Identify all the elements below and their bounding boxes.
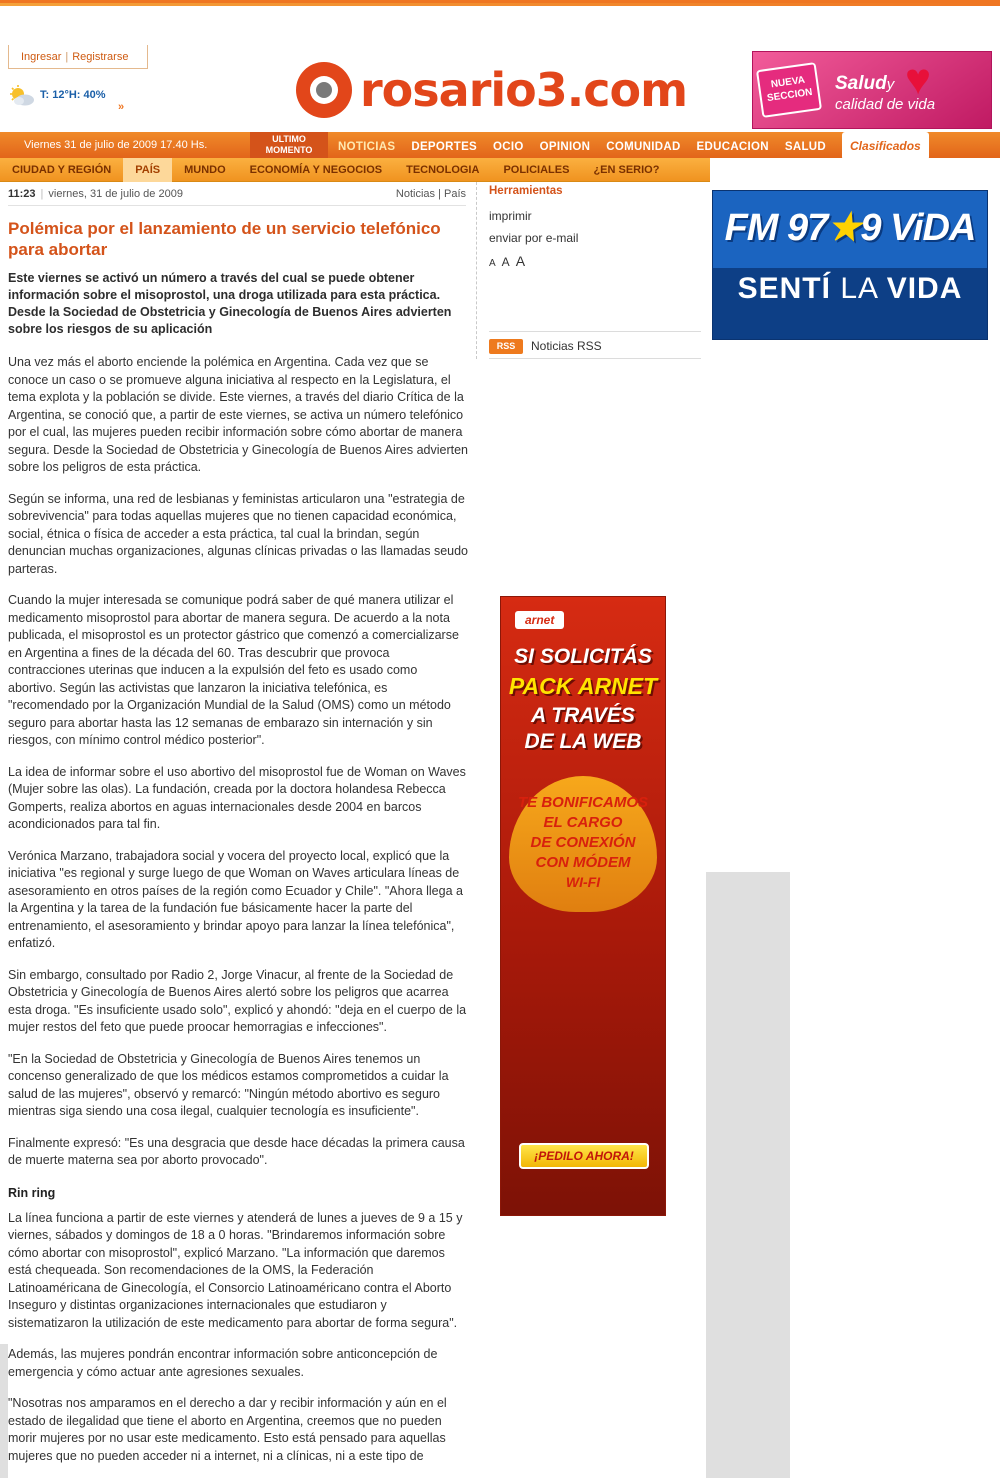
primary-nav-items	[338, 132, 929, 160]
article-paragraph: La línea funciona a partir de este viernes y atenderá de lunes a jueves de 9 a 15 y viernes, sábados y domingos de 18 a 0 horas. "Brindaremos información sobre cómo abortar con misoprostol", explicó Marzano. "La información que daremos está chequeada. Son recomendaciones de la OMS, la Federación Latinoaméricana de Ginecología, el Consorcio Latinoaméricano contra el Aborto Inseguro y distintas organizaciones internacionales que estudiaron y sistematizaron la utilización de este medicamento para abortar de forma segura".	[8, 1210, 463, 1330]
article-paragraph: Verónica Marzano, trabajadora social y vocera del proyecto local, explicó que la iniciativa "es regional y surge luego de que Woman on Waves articulara líneas de asesoramiento en otros países de la región como Ecuador y Chile". "Ahora llega a la Argentina y la tarea de la fundación fue básicamente hacer la parte del entrenamiento, el asesoramiento y brindar apoyo para lanzar la línea telefónica", enfatizó.	[8, 848, 463, 950]
ultimo-line1: ULTIMO	[272, 134, 306, 144]
weather-temperature: T: 12°H: 40%	[40, 89, 106, 101]
tools-column	[476, 182, 701, 359]
sun-cloud-icon	[10, 85, 36, 109]
ultimo-line2: MOMENTO	[265, 145, 313, 155]
arnet-offer-line2: EL CARGO	[543, 814, 623, 831]
fm-ad-line2-b: LA	[840, 272, 887, 305]
fm-ad-line2	[713, 272, 987, 306]
fm-ad-line1-b: 9 ViDA	[860, 207, 976, 249]
article-date: viernes, 31 de julio de 2009	[48, 188, 183, 200]
current-date: Viernes 31 de julio de 2009 17.40 Hs.	[24, 139, 208, 151]
arnet-line2: PACK ARNET	[508, 673, 658, 699]
article-paragraph: Cuando la mujer interesada se comunique podrá saber de qué manera utilizar el medicamento misoprostol para abortar de manera segura. De acuerdo a la nota publicada, el misoprostol es un protector gástrico que comenzó a comercializarse en Argentina a fines de la década del 60. Tras descubrir que provoca contracciones uterinas que inducen a la expulsión del feto es usado como abortivo. Según las activistas que lanzaron la iniciativa telefónica, es "recomendado por la Organización Mundial de la Salud (OMS) como un método seguro para abortar hasta las 12 semanas de embarazo sin internación y sin riesgos, con mínimo control médico posterior".	[8, 593, 459, 747]
fm-ad-line1	[713, 205, 987, 250]
subnav-item-en-serio[interactable]: ¿EN SERIO?	[593, 164, 660, 176]
fm-ad-line1-a: FM 97	[724, 207, 828, 249]
fm-ad-line2-c: VIDA	[886, 272, 963, 305]
ad-badge-line1: NUEVA	[770, 74, 806, 91]
logo-text: rosario3.com	[360, 63, 688, 117]
subnav-filler	[710, 158, 1000, 182]
font-size-large[interactable]: A	[515, 253, 526, 269]
nav-item-salud[interactable]: SALUD	[784, 141, 827, 153]
arnet-logo: arnet	[515, 611, 564, 629]
right-background-strip-inner	[790, 872, 1000, 1478]
tools-list	[489, 209, 701, 269]
ad-badge-line2: SECCION	[766, 86, 814, 105]
print-link[interactable]: imprimir	[489, 209, 532, 223]
subnav-item-mundo[interactable]: MUNDO	[184, 164, 226, 176]
nav-item-opinion[interactable]: OPINION	[539, 141, 591, 153]
secondary-nav	[0, 158, 1000, 182]
ad-title-small: y	[886, 76, 895, 93]
arnet-cta-button[interactable]: ¡PEDILO AHORA!	[519, 1143, 649, 1169]
article-paragraph: Sin embargo, consultado por Radio 2, Jorge Vinacur, al frente de la Sociedad de Obstetricia y Ginecología de Buenos Aires alertó sobre los peligros que acarrea esta droga. "Es insuficiente usado solo", explicó y ahondó: "deja en el cuerpo de la mujer restos del feto que puede proocar hemorragias e infecciones".	[8, 967, 467, 1034]
ad-title-line1: Salud	[835, 73, 887, 94]
nav-item-educacion[interactable]: EDUCACION	[696, 141, 769, 153]
arnet-line4-a: DE LA	[524, 730, 593, 753]
article-paragraph: Según se informa, una red de lesbianas y feministas articularon una "estrategia de sobrevivencia" para todas aquellas mujeres que no tienen capacidad económica, social, étnica o física de acceder a esta práctica, tal cual la brindan, según denuncian muchas organizaciones, algunas clínicas privadas o las llamadas seudo parteras.	[8, 491, 468, 576]
article-paragraph: Además, las mujeres pondrán encontrar información sobre anticoncepción de emergencia y cómo actuar ante agresiones sexuales.	[8, 1347, 438, 1379]
nav-item-comunidad[interactable]: COMUNIDAD	[606, 141, 681, 153]
article-paragraph: "En la Sociedad de Obstetricia y Ginecología de Buenos Aires tenemos un concenso generalizado de que los médicos estamos comprometidos a cuidar la salud de las mujeres", observó y remarcó: "Ningún método abortivo es seguro mientras siga siendo una cosa ilegal, cualquier tecnología es insuficiente".	[8, 1051, 449, 1118]
nav-item-clasificados[interactable]: Clasificados	[842, 132, 929, 160]
left-background-strip	[0, 1344, 8, 1478]
page-title: Polémica por el lanzamiento de un servicio telefónico para abortar	[8, 219, 441, 259]
email-link[interactable]: enviar por e-mail	[489, 231, 579, 245]
article-column	[8, 182, 468, 1479]
arnet-line1: SI SOLICITÁS	[514, 645, 652, 668]
nav-item-ocio[interactable]: OCIO	[493, 141, 524, 153]
article-paragraph: Una vez más el aborto enciende la polémica en Argentina. Cada vez que se conoce un caso o se promueve alguna iniciativa al respecto en la Legislatura, el tema explota y la población se divide. Este viernes, a través del diario Crítica de la Argentina, se conoció que, a partir de este viernes, se activa un número telefónico por el cual, las mujeres pueden recibir información sobre cómo abortar de manera segura. Desde la Sociedad de Obstetricia y Ginecología de Buenos Aires advierten sobre los peligros de esta práctica.	[8, 355, 468, 474]
arnet-offer-line4: CON MÓDEM	[535, 854, 631, 871]
article-meta	[8, 182, 466, 206]
site-header	[0, 0, 1000, 132]
rss-row[interactable]	[489, 331, 701, 359]
subnav-item-tecnologia[interactable]: TECNOLOGIA	[406, 164, 480, 176]
nav-item-noticias[interactable]: NOTICIAS	[338, 141, 396, 153]
heart-icon: ♥	[905, 55, 932, 104]
tools-title: Herramientas	[489, 185, 563, 197]
star-icon: ★	[827, 207, 861, 249]
arnet-offer-line3: DE CONEXIÓN	[530, 834, 636, 851]
article-subheading: Rin ring	[8, 1185, 56, 1200]
arnet-line3: A TRAVÉS	[531, 704, 635, 727]
weather-widget[interactable]	[8, 81, 158, 121]
font-size-medium[interactable]: A	[501, 255, 510, 269]
arnet-offer-line1: TE BONIFICAMOS	[518, 794, 648, 811]
font-size-controls	[489, 253, 701, 269]
ultimo-momento-button[interactable]	[250, 132, 328, 158]
weather-more-arrow[interactable]: »	[118, 101, 125, 113]
subnav-item-policiales[interactable]: POLICIALES	[503, 164, 570, 176]
site-logo[interactable]	[296, 61, 687, 119]
ad-badge-nueva-seccion	[756, 62, 822, 118]
fm-ad-line2-a: SENTÍ	[737, 272, 841, 305]
article-paragraph: "Nosotras nos amparamos en el derecho a dar y recibir información y aún en el estado de ilegalidad que tiene el aborto en Argentina, creemos que no pueden morir mujeres por no usar este medicamento. Esto está pensado para aquellas mujeres que no pueden acceder ni a internet, ni a clínicas, ni a este tipo de	[8, 1396, 447, 1463]
login-link[interactable]: Ingresar	[21, 51, 62, 63]
article-time: 11:23	[8, 188, 36, 200]
rss-label: Noticias RSS	[531, 339, 602, 353]
subnav-item-ciudad-y-region[interactable]: CIUDAD Y REGIÓN	[12, 164, 112, 176]
logo-ring-icon	[296, 62, 352, 118]
font-size-small[interactable]: A	[489, 258, 496, 269]
article-breadcrumb: Noticias | País	[395, 188, 466, 200]
article-paragraph: La idea de informar sobre el uso abortivo del misoprostol fue de Woman on Waves (Mujer sobre las olas). La fundación, creada por la doctora holandesa Rebecca Gomperts, realiza abortos en aguas internacionales desde 2004 en barcos acondicionados para tal fin.	[8, 764, 466, 831]
article-lead: Este viernes se activó un número a través del cual se puede obtener información sobre el misoprostol, una droga utilizada para esta práctica. Desde la Sociedad de Obstetricia y Ginecología de Buenos Aires advierten sobre los riesgos de su aplicación	[8, 271, 452, 336]
meta-separator: |	[40, 188, 44, 200]
arnet-offer-line5: WI-FI	[565, 874, 601, 890]
article-paragraph: Finalmente expresó: "Es una desgracia que desde hace décadas la primera causa de muerte materna sea por aborto provocado".	[8, 1135, 465, 1167]
nav-item-deportes[interactable]: DEPORTES	[411, 141, 478, 153]
primary-nav	[0, 132, 1000, 158]
subnav-item-pais[interactable]: PAÍS	[123, 158, 172, 182]
fm-radio-ad[interactable]	[712, 190, 988, 340]
login-separator: |	[65, 51, 69, 63]
rss-icon: RSS	[489, 339, 523, 354]
arnet-line4	[501, 730, 665, 754]
subnav-item-economia-y-negocios[interactable]: ECONOMÍA Y NEGOCIOS	[249, 164, 383, 176]
top-banner-ad[interactable]	[752, 51, 992, 129]
arnet-ad[interactable]	[500, 596, 666, 1216]
login-box	[8, 45, 148, 69]
register-link[interactable]: Registrarse	[72, 51, 129, 63]
ad-title-line2: calidad de vida	[835, 96, 936, 113]
arnet-offer-blob	[509, 776, 657, 912]
arnet-line4-b: WEB	[592, 730, 642, 753]
